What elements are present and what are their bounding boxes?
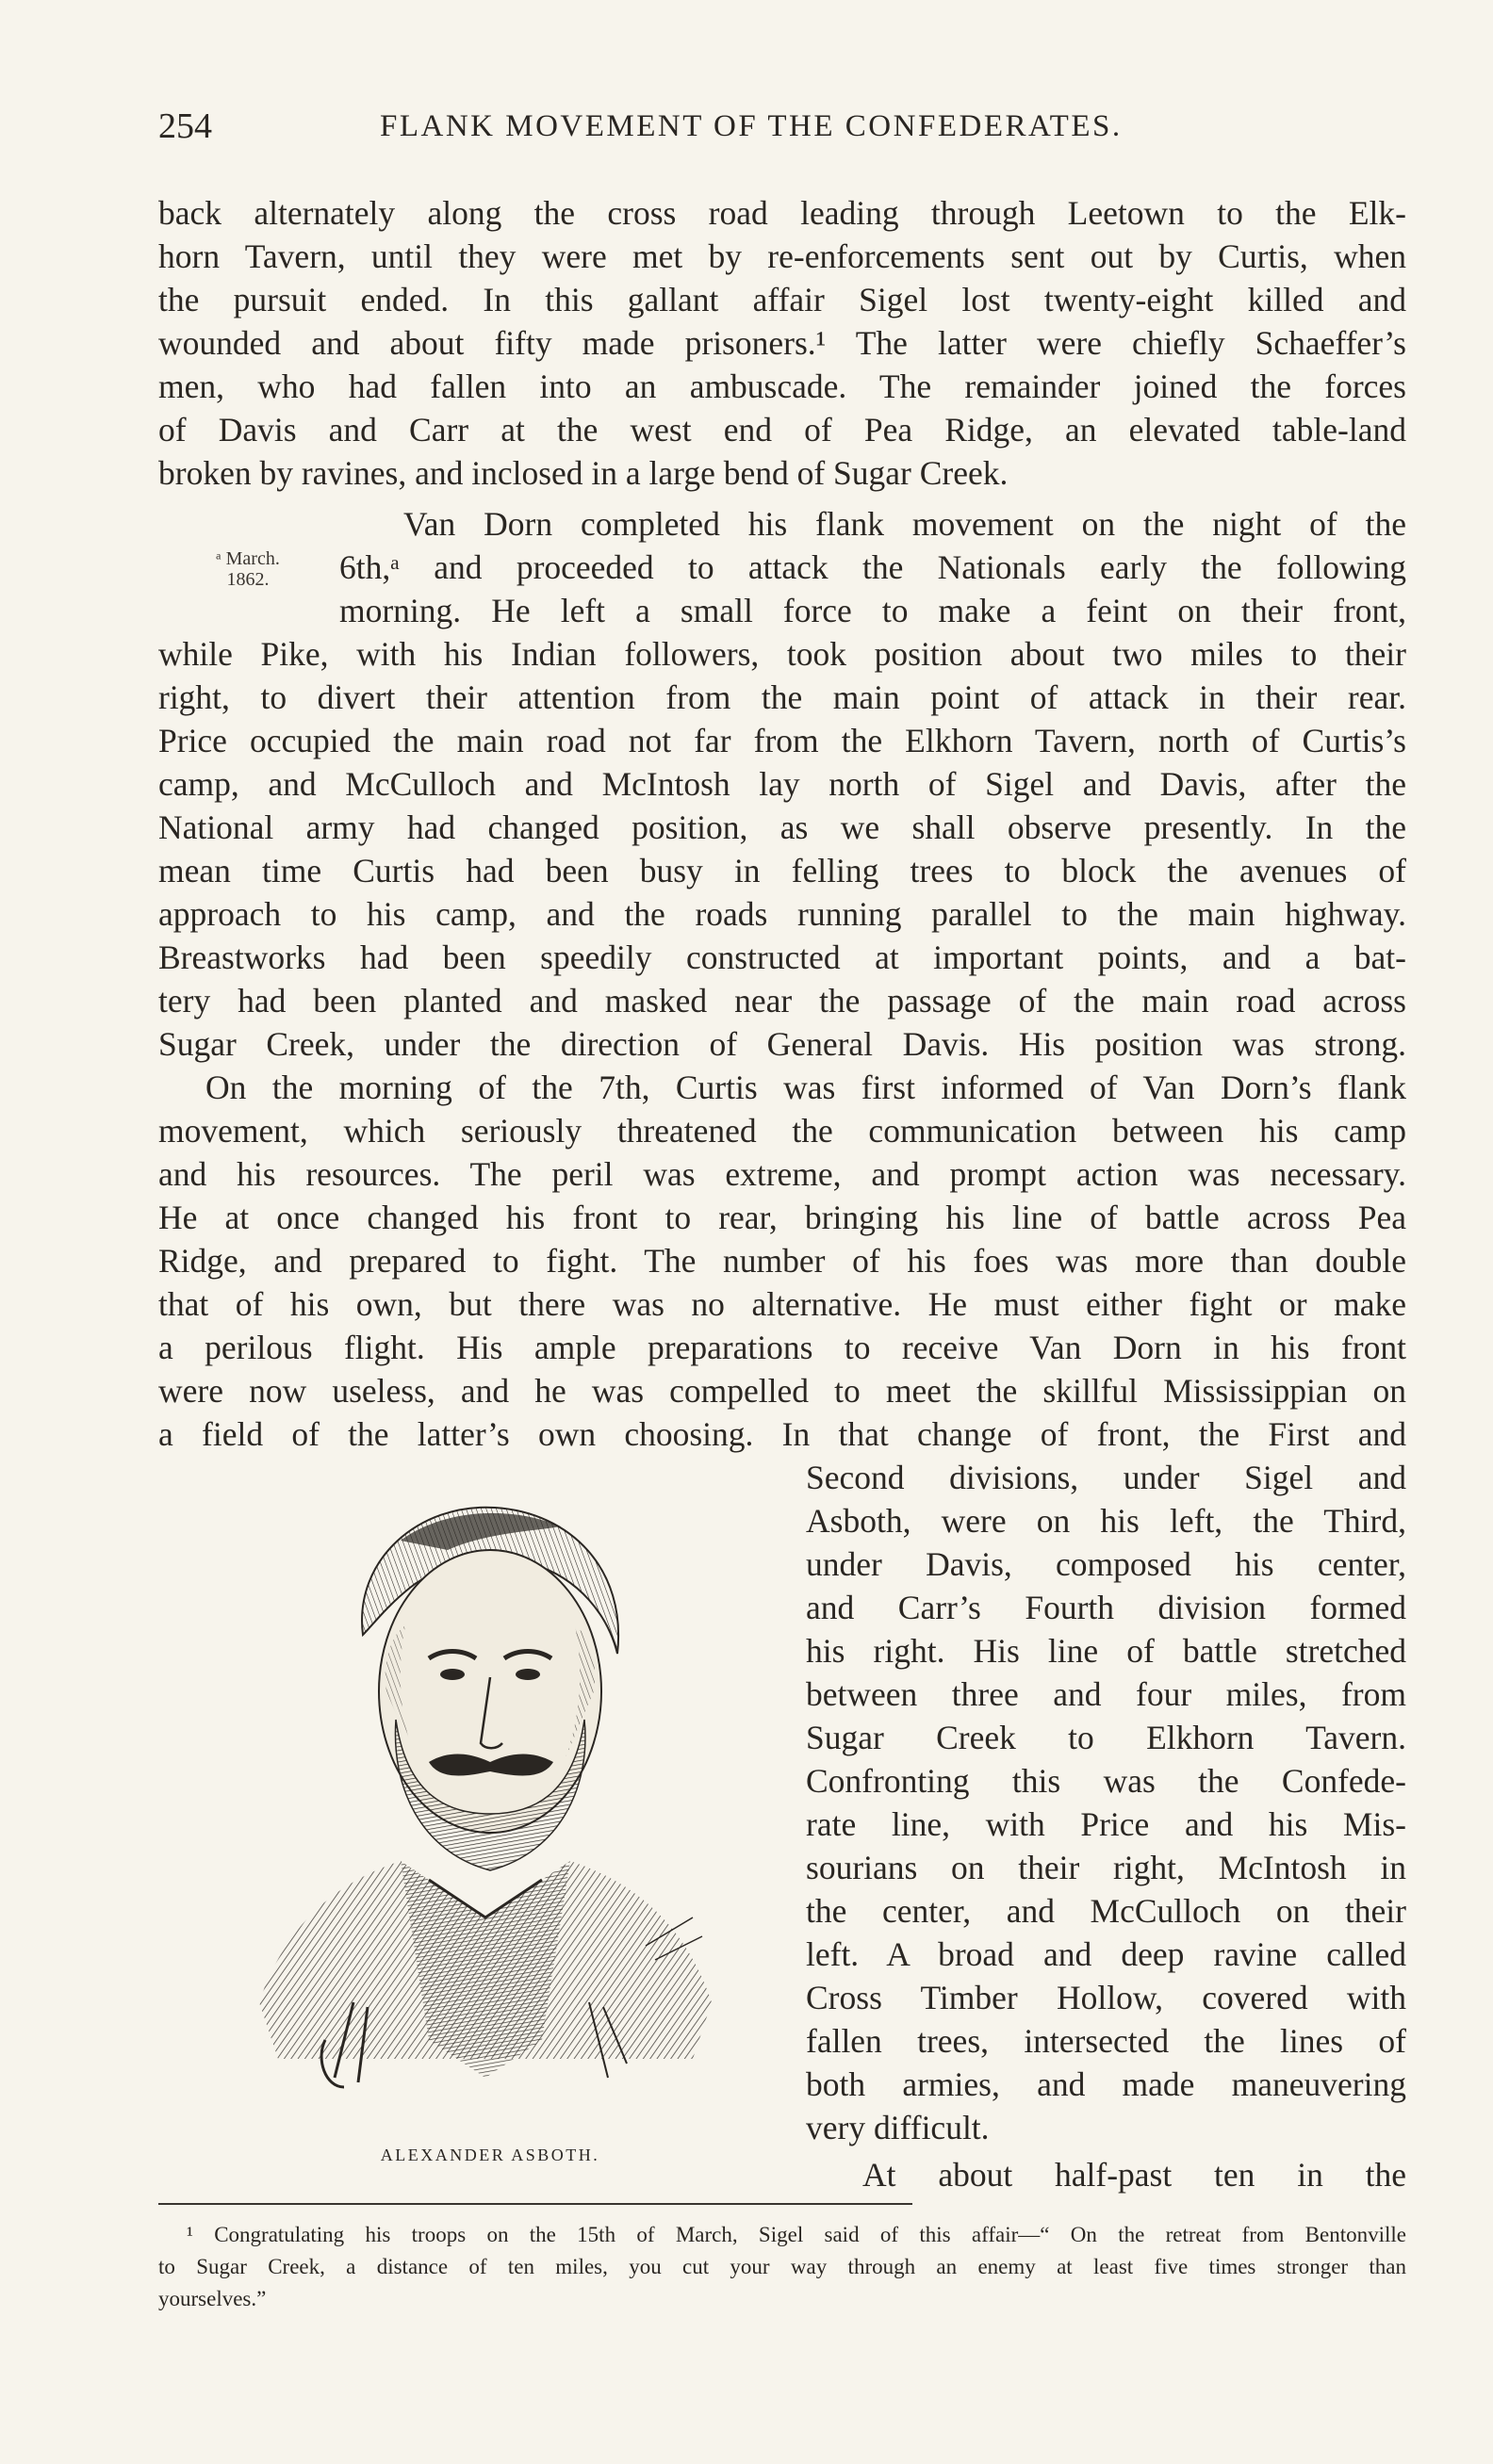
body-line: were now useless, and he was compelled to meet the skillful Mississippian on: [158, 1372, 1406, 1410]
body-line: both armies, and made maneuvering: [806, 2065, 1406, 2103]
body-line: while Pike, with his Indian followers, took position about two miles to their: [158, 635, 1406, 673]
footnote-line: to Sugar Creek, a distance of ten miles, you cut your way through an enemy at least five times stronger than: [158, 2255, 1406, 2278]
body-line: that of his own, but there was no alternative. He must either fight or make: [158, 1285, 1406, 1323]
body-line: his right. His line of battle stretched: [806, 1632, 1406, 1670]
page-number: 254: [158, 106, 212, 146]
footnote-line: ¹ Congratulating his troops on the 15th of March, Sigel said of this affair—“ On the retreat from Bentonville: [187, 2223, 1406, 2246]
body-line: On the morning of the 7th, Curtis was first informed of Van Dorn’s flank: [205, 1069, 1406, 1106]
marginal-note-year: 1862.: [226, 569, 270, 590]
body-line: very difficult.: [806, 2109, 990, 2146]
body-line: the center, and McCulloch on their: [806, 1892, 1406, 1930]
body-line: Van Dorn completed his flank movement on the night of the: [403, 505, 1406, 543]
body-line: left. A broad and deep ravine called: [806, 1935, 1406, 1973]
body-line: the pursuit ended. In this gallant affair Sigel lost twenty-eight killed and: [158, 281, 1406, 318]
body-line: wounded and about fifty made prisoners.¹ The latter were chiefly Schaeffer’s: [158, 324, 1406, 362]
body-line: a field of the latter’s own choosing. In that change of front, the First and: [158, 1415, 1406, 1453]
body-line: At about half-past ten in the: [862, 2156, 1406, 2194]
body-line: Price occupied the main road not far from the Elkhorn Tavern, north of Curtis’s: [158, 722, 1406, 759]
body-line: Sugar Creek, under the direction of General Davis. His position was strong.: [158, 1025, 1406, 1063]
body-line: approach to his camp, and the roads running parallel to the main highway.: [158, 895, 1406, 933]
body-line: rate line, with Price and his Mis-: [806, 1805, 1406, 1843]
running-title: FLANK MOVEMENT OF THE CONFEDERATES.: [380, 109, 1123, 143]
body-line: He at once changed his front to rear, bringing his line of battle across Pea: [158, 1199, 1406, 1236]
footnote-line: yourselves.”: [158, 2287, 267, 2310]
body-line: Sugar Creek to Elkhorn Tavern.: [806, 1719, 1406, 1756]
body-line: Confronting this was the Confede-: [806, 1762, 1406, 1800]
body-line: mean time Curtis had been busy in felling trees to block the avenues of: [158, 852, 1406, 889]
figure-caption: ALEXANDER ASBOTH.: [380, 2146, 600, 2164]
body-line: and Carr’s Fourth division formed: [806, 1589, 1406, 1626]
body-line: a perilous flight. His ample preparations to receive Van Dorn in his front: [158, 1329, 1406, 1366]
body-line: fallen trees, intersected the lines of: [806, 2022, 1406, 2060]
body-line: Ridge, and prepared to fight. The number of his foes was more than double: [158, 1242, 1406, 1280]
portrait-illustration: [203, 1475, 768, 2125]
body-line: between three and four miles, from: [806, 1675, 1406, 1713]
portrait-engraving: [203, 1475, 768, 2125]
body-line: sourians on their right, McIntosh in: [806, 1849, 1406, 1886]
footnote-rule: [158, 2203, 912, 2205]
marginal-note-month: ᵃ March.: [216, 548, 280, 569]
body-line: right, to divert their attention from the main point of attack in their rear.: [158, 678, 1406, 716]
body-line: and his resources. The peril was extreme, and prompt action was necessary.: [158, 1155, 1406, 1193]
body-line: National army had changed position, as we shall observe presently. In the: [158, 808, 1406, 846]
body-line: morning. He left a small force to make a feint on their front,: [339, 592, 1406, 629]
body-line: broken by ravines, and inclosed in a large bend of Sugar Creek.: [158, 454, 1009, 492]
body-line: under Davis, composed his center,: [806, 1545, 1406, 1583]
body-line: movement, which seriously threatened the communication between his camp: [158, 1112, 1406, 1150]
body-line: Second divisions, under Sigel and: [806, 1459, 1406, 1496]
body-line: Breastworks had been speedily constructed at important points, and a bat-: [158, 938, 1406, 976]
body-line: horn Tavern, until they were met by re-enforcements sent out by Curtis, when: [158, 237, 1406, 275]
body-line: tery had been planted and masked near the passage of the main road across: [158, 982, 1406, 1020]
body-line: men, who had fallen into an ambuscade. The remainder joined the forces: [158, 367, 1406, 405]
body-line: of Davis and Carr at the west end of Pea Ridge, an elevated table-land: [158, 411, 1406, 449]
marginal-date-note: [196, 548, 300, 590]
body-line: Cross Timber Hollow, covered with: [806, 1979, 1406, 2016]
body-line: back alternately along the cross road leading through Leetown to the Elk-: [158, 194, 1406, 232]
body-line: Asboth, were on his left, the Third,: [806, 1502, 1406, 1540]
body-line: 6th,ᵃ and proceeded to attack the Nationals early the following: [339, 548, 1406, 586]
body-line: camp, and McCulloch and McIntosh lay north of Sigel and Davis, after the: [158, 765, 1406, 803]
